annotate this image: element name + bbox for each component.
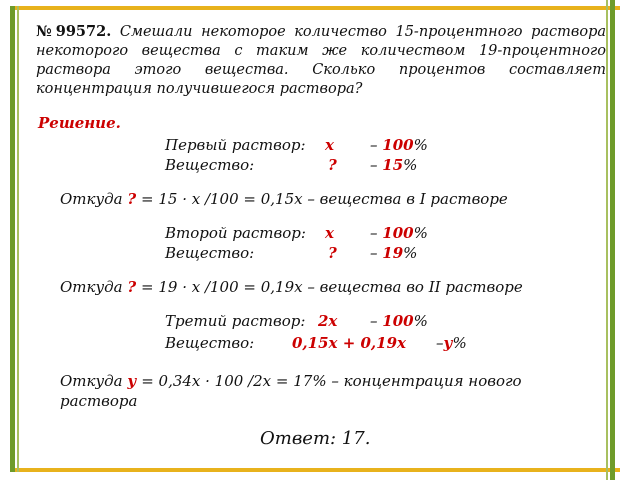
problem-number: №99572. (36, 23, 112, 40)
frame-right-bar (610, 0, 615, 480)
line3: Откуда у = 0,34х · 100 /2х = 17% – концентрация нового (60, 372, 522, 390)
block2-row1-var: x (325, 224, 334, 242)
frame-left-thin-bar (17, 6, 19, 472)
block3-row2: Вещество: (165, 334, 255, 352)
line3-continuation: раствора (60, 392, 138, 410)
frame-right-thin-bar (606, 0, 608, 480)
block1-row1-value: – 100% (370, 136, 428, 154)
block3-row1: Третий раствор: (165, 312, 306, 330)
line2: Откуда ? = 19 · х /100 = 0,19х – вещества во II растворе (60, 278, 523, 296)
block1-row2-var: ? (328, 156, 337, 174)
solution-label: Решение. (38, 114, 121, 132)
line1: Откуда ? = 15 · х /100 = 0,15х – вещества в I растворе (60, 190, 508, 208)
block2-row1-value: – 100% (370, 224, 428, 242)
block3-row1-value: – 100% (370, 312, 428, 330)
frame-left-bar (10, 6, 15, 472)
problem-text: Смешали некоторое количество 15-процентного раствора некоторого вещества с таким же количеством 19-процентного раствора этого вещества. Сколько процентов составляет концентрация получившегося раствора? (36, 24, 606, 97)
block1-row2-value: – 15% (370, 156, 418, 174)
block2-row2-value: – 19% (370, 244, 418, 262)
block1-row2: Вещество: (165, 156, 255, 174)
frame-top-bar (10, 6, 620, 10)
problem-statement (36, 22, 606, 99)
block3-row2-var: 0,15х + 0,19х (292, 334, 406, 352)
block1-row1: Первый раствор: (165, 136, 306, 154)
block3-row2-value: –у% (436, 334, 467, 352)
answer: Ответ: 17. (260, 428, 371, 449)
block3-row1-var: 2х (318, 312, 338, 330)
block2-row1: Второй раствор: (165, 224, 306, 242)
block2-row2-var: ? (328, 244, 337, 262)
block1-row1-var: x (325, 136, 334, 154)
block2-row2: Вещество: (165, 244, 255, 262)
frame-bottom-bar (10, 468, 620, 472)
